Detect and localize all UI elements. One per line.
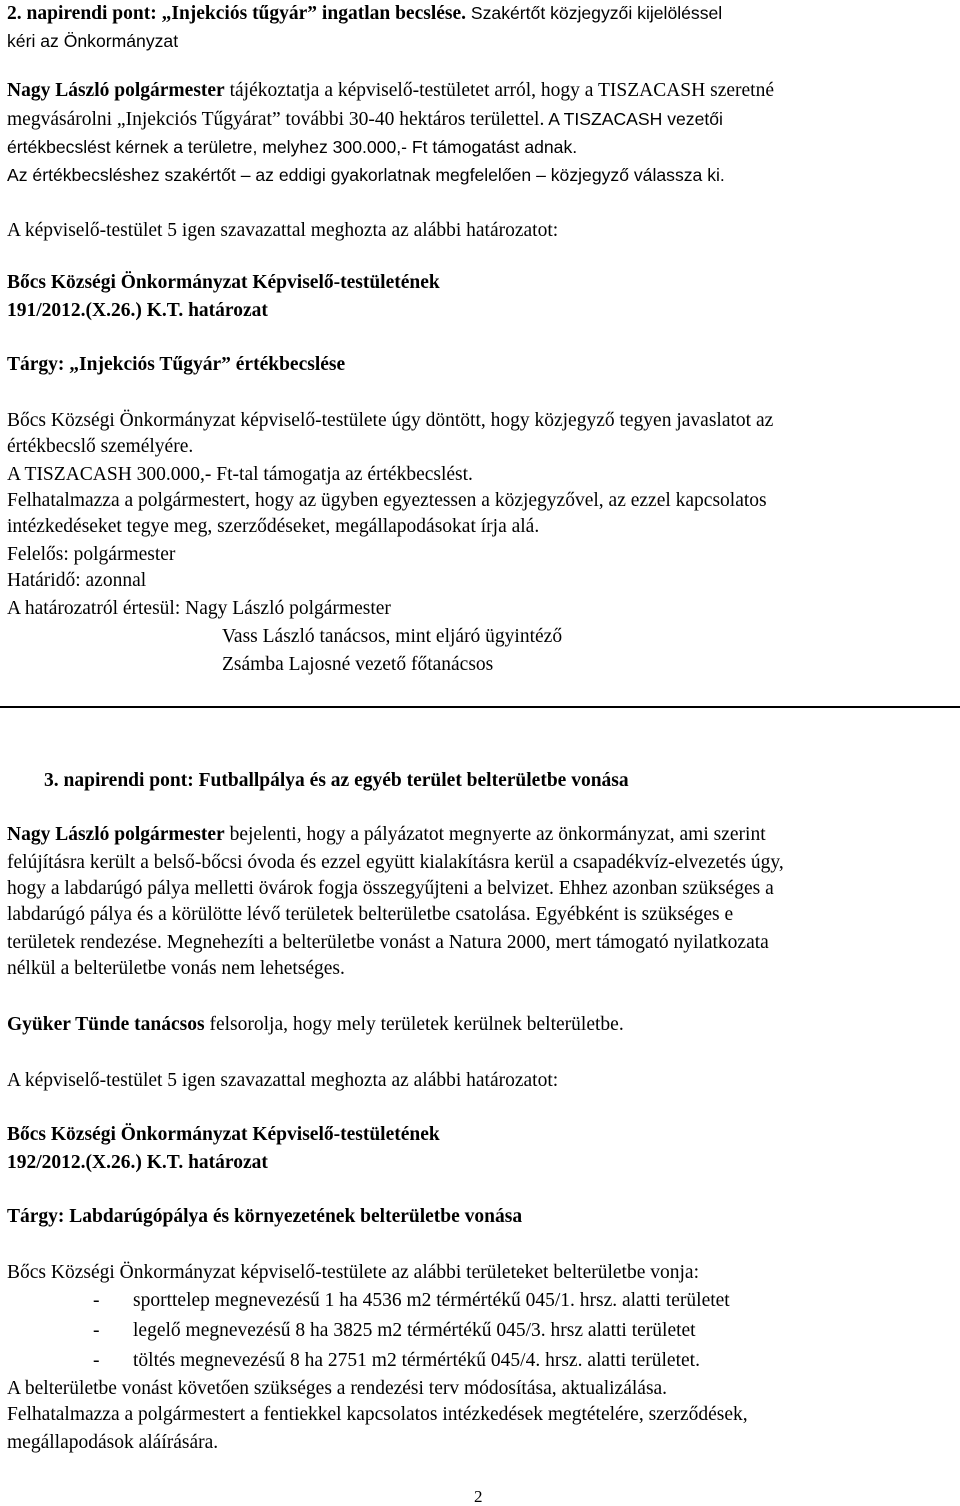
item3-p2: Gyüker Tünde tanácsos felsorolja, hogy mely területek kerülnek belterületbe. xyxy=(7,1014,624,1035)
item3-body-title: Bőcs Községi Önkormányzat Képviselő-testületének xyxy=(7,1124,440,1145)
item3-resolution-number: 192/2012.(X.26.) K.T. határozat xyxy=(7,1152,268,1173)
item3-p1-line2: felújításra került a belső-bőcsi óvoda és ezzel együtt kialakításra kerül a csapadékvíz-elvezetés úgy, xyxy=(7,852,784,873)
item3-p1-line5: területek rendezése. Megnehezíti a belterületbe vonást a Natura 2000, mert támogató nyilatkozata xyxy=(7,932,769,953)
item2-notified: A határozatról értesül: Nagy László polgármester xyxy=(7,598,391,619)
item2-intro-line3: értékbecslést kérnek a területre, melyhez 300.000,- Ft támogatást adnak. xyxy=(7,137,578,157)
list-item: - sporttelep megnevezésű 1 ha 4536 m2 térmértékű 045/1. hrsz. alatti területet xyxy=(93,1290,730,1311)
mayor-name-2: Nagy László polgármester xyxy=(7,824,225,845)
item2-heading: 2. napirendi pont: „Injekciós tűgyár” ingatlan becslése. xyxy=(7,3,467,24)
item3-vote: A képviselő-testület 5 igen szavazattal meghozta az alábbi határozatot: xyxy=(7,1070,559,1091)
item3-after-line1: A belterületbe vonást követően szükséges a rendezési terv módosítása, aktualizálása. xyxy=(7,1378,668,1399)
list-item: - töltés megnevezésű 8 ha 2751 m2 térmértékű 045/4. hrsz. alatti területet. xyxy=(93,1350,700,1371)
item3-after-line3: megállapodások aláírására. xyxy=(7,1432,219,1453)
item3-after-line2: Felhatalmazza a polgármestert a fentiekkel kapcsolatos intézkedések megtételére, szerződések, xyxy=(7,1404,748,1425)
page-number: 2 xyxy=(474,1487,483,1506)
item2-heading-line2: kéri az Önkormányzat xyxy=(7,31,179,51)
item3-p1-line4: labdarúgó pálya és a körülötte lévő területek belterületbe csatolása. Egyébként is szükséges e xyxy=(7,904,734,925)
item3-decision-intro: Bőcs Községi Önkormányzat képviselő-testülete az alábbi területeket belterületbe vonja: xyxy=(7,1262,699,1283)
item2-resolution-number: 191/2012.(X.26.) K.T. határozat xyxy=(7,300,268,321)
item2-body-title: Bőcs Községi Önkormányzat Képviselő-testületének xyxy=(7,272,440,293)
item3-heading: 3. napirendi pont: Futballpálya és az egyéb terület belterületbe vonása xyxy=(44,770,629,791)
item2-intro-line2: megvásárolni „Injekciós Tűgyárat” további 30-40 hektáros területtel. A TISZACASH vezetői xyxy=(7,109,723,130)
list-item: - legelő megnevezésű 8 ha 3825 m2 térmértékű 045/3. hrsz alatti területet xyxy=(93,1320,696,1341)
item3-p1-line6: nélkül a belterületbe vonás nem lehetséges. xyxy=(7,958,345,979)
item2-decision-line4: Felhatalmazza a polgármestert, hogy az ügyben egyeztessen a közjegyzővel, az ezzel kapcsolatos xyxy=(7,490,767,511)
item2-notified-2: Vass László tanácsos, mint eljáró ügyintéző xyxy=(222,626,563,647)
item2-decision-line5: intézkedéseket tegye meg, szerződéseket, megállapodásokat írja alá. xyxy=(7,516,540,537)
item2-subject: Tárgy: „Injekciós Tűgyár” értékbecslése xyxy=(7,354,346,375)
item2-decision-line3: A TISZACASH 300.000,- Ft-tal támogatja az értékbecslést. xyxy=(7,464,473,485)
section-divider xyxy=(0,706,960,708)
councillor-name: Gyüker Tünde tanácsos xyxy=(7,1014,205,1035)
mayor-name: Nagy László polgármester xyxy=(7,80,225,101)
item2-deadline: Határidő: azonnal xyxy=(7,570,147,591)
item2-decision-line1: Bőcs Községi Önkormányzat képviselő-testülete úgy döntött, hogy közjegyző tegyen javaslatot az xyxy=(7,410,774,431)
item3-p1-line1: Nagy László polgármester bejelenti, hogy a pályázatot megnyerte az önkormányzat, ami szerint xyxy=(7,824,766,845)
item2-responsible: Felelős: polgármester xyxy=(7,544,176,565)
item2-heading-line1 xyxy=(7,2,722,25)
item2-vote: A képviselő-testület 5 igen szavazattal meghozta az alábbi határozatot: xyxy=(7,220,559,241)
item2-notified-3: Zsámba Lajosné vezető főtanácsos xyxy=(222,654,494,675)
item2-intro-line4: Az értékbecsléshez szakértőt – az eddigi gyakorlatnak megfelelően – közjegyző válassza ki. xyxy=(7,165,725,185)
item3-p1-line3: hogy a labdarúgó pálya melletti övárok fogja összegyűjteni a belvizet. Ehhez azonban szükséges a xyxy=(7,878,774,899)
item3-subject: Tárgy: Labdarúgópálya és környezetének belterületbe vonása xyxy=(7,1206,523,1227)
item2-intro-line1: Nagy László polgármester tájékoztatja a képviselő-testületet arról, hogy a TISZACASH szeretné xyxy=(7,80,774,101)
item2-heading-tail: Szakértőt közjegyzői kijelöléssel xyxy=(466,3,723,23)
item2-decision-line2: értékbecslő személyére. xyxy=(7,436,194,457)
